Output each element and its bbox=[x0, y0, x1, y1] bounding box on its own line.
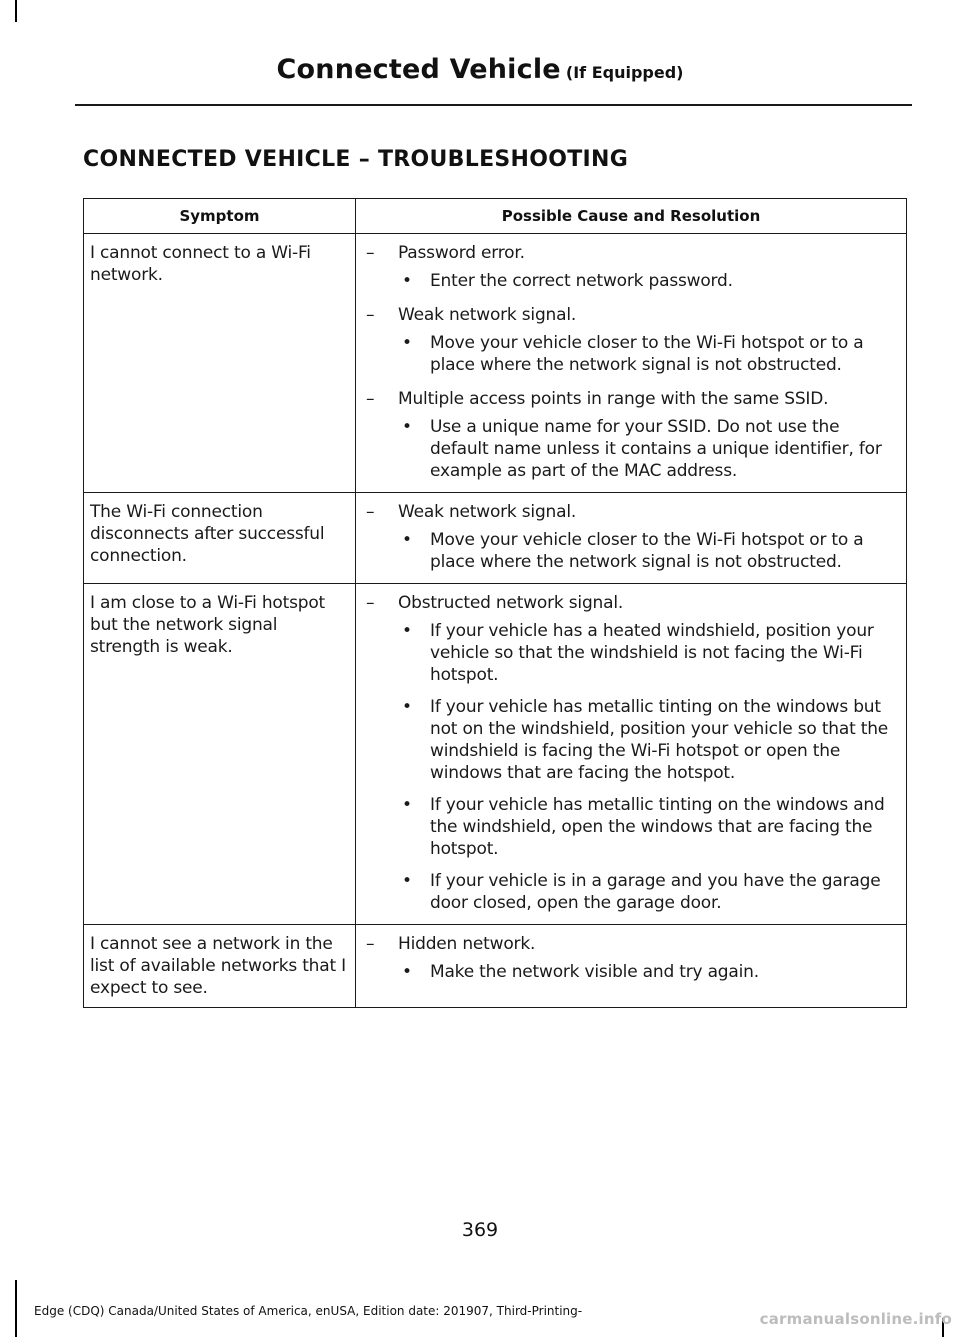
table-row bbox=[84, 493, 907, 584]
header-rule bbox=[75, 104, 912, 106]
action-item bbox=[366, 870, 902, 914]
action-text: If your vehicle is in a garage and you have the garage door closed, open the garage door. bbox=[430, 871, 881, 913]
action-text: If your vehicle has a heated windshield, position your vehicle so that the windshield is not facing the Wi-Fi hotspot. bbox=[430, 621, 874, 685]
bullet-marker: • bbox=[402, 871, 412, 891]
dash-marker: – bbox=[366, 593, 375, 613]
section-heading: CONNECTED VEHICLE – TROUBLESHOOTING bbox=[83, 147, 629, 172]
chapter-qualifier: (If Equipped) bbox=[565, 63, 684, 82]
action-item bbox=[366, 696, 902, 784]
chapter-title: Connected Vehicle bbox=[276, 54, 561, 85]
cause-cell bbox=[356, 493, 907, 584]
cause-cell bbox=[356, 925, 907, 1008]
table-row bbox=[84, 925, 907, 1008]
cause-item bbox=[366, 388, 902, 410]
cause-block bbox=[366, 501, 902, 573]
crop-mark-top-left bbox=[15, 0, 17, 22]
cause-block bbox=[366, 242, 902, 292]
cause-text: Weak network signal. bbox=[398, 305, 577, 325]
cause-text: Password error. bbox=[398, 243, 525, 263]
cause-block bbox=[366, 933, 902, 983]
action-item bbox=[366, 270, 902, 292]
action-item bbox=[366, 416, 902, 482]
action-item bbox=[366, 794, 902, 860]
bullet-marker: • bbox=[402, 795, 412, 815]
action-item bbox=[366, 620, 902, 686]
dash-marker: – bbox=[366, 305, 375, 325]
action-text: Make the network visible and try again. bbox=[430, 962, 759, 982]
cause-item bbox=[366, 501, 902, 523]
cause-text: Obstructed network signal. bbox=[398, 593, 624, 613]
bullet-marker: • bbox=[402, 530, 412, 550]
cause-column-header: Possible Cause and Resolution bbox=[356, 199, 907, 234]
page-number: 369 bbox=[461, 1219, 499, 1241]
table-row bbox=[84, 584, 907, 925]
action-item bbox=[366, 961, 902, 983]
dash-marker: – bbox=[366, 243, 375, 263]
action-text: Move your vehicle closer to the Wi-Fi hotspot or to a place where the network signal is not obstructed. bbox=[430, 530, 864, 572]
table-header-row bbox=[84, 199, 907, 234]
bullet-marker: • bbox=[402, 621, 412, 641]
action-text: Enter the correct network password. bbox=[430, 271, 733, 291]
cause-item bbox=[366, 304, 902, 326]
cause-text: Hidden network. bbox=[398, 934, 536, 954]
dash-marker: – bbox=[366, 934, 375, 954]
action-text: If your vehicle has metallic tinting on the windows and the windshield, open the windows that are facing the hotspot. bbox=[430, 795, 885, 859]
action-text: Move your vehicle closer to the Wi-Fi hotspot or to a place where the network signal is not obstructed. bbox=[430, 333, 864, 375]
symptom-column-header: Symptom bbox=[84, 199, 356, 234]
action-text: If your vehicle has metallic tinting on the windows but not on the windshield, position your vehicle so that the windshield is facing the Wi-Fi hotspot or open the windows that are facing the hotspot. bbox=[430, 697, 889, 783]
bullet-marker: • bbox=[402, 271, 412, 291]
edition-line: Edge (CDQ) Canada/United States of America, enUSA, Edition date: 201907, Third-Printing- bbox=[34, 1304, 583, 1318]
bullet-marker: • bbox=[402, 333, 412, 353]
cause-block bbox=[366, 304, 902, 376]
cause-block bbox=[366, 592, 902, 914]
cause-cell bbox=[356, 234, 907, 493]
action-text: Use a unique name for your SSID. Do not use the default name unless it contains a unique identifier, for example as part of the MAC address. bbox=[430, 417, 882, 481]
troubleshooting-table bbox=[83, 198, 907, 1008]
action-item bbox=[366, 529, 902, 573]
dash-marker: – bbox=[366, 389, 375, 409]
dash-marker: – bbox=[366, 502, 375, 522]
watermark: carmanualsonline.info bbox=[759, 1310, 952, 1328]
cause-item bbox=[366, 933, 902, 955]
table-row bbox=[84, 234, 907, 493]
crop-mark-bottom-left bbox=[15, 1280, 17, 1337]
bullet-marker: • bbox=[402, 962, 412, 982]
cause-item bbox=[366, 242, 902, 264]
cause-block bbox=[366, 388, 902, 482]
running-header bbox=[0, 54, 960, 85]
cause-item bbox=[366, 592, 902, 614]
symptom-cell: I cannot see a network in the list of available networks that I expect to see. bbox=[84, 925, 356, 1008]
cause-text: Multiple access points in range with the same SSID. bbox=[398, 389, 829, 409]
symptom-cell: The Wi-Fi connection disconnects after successful connection. bbox=[84, 493, 356, 584]
symptom-cell: I cannot connect to a Wi-Fi network. bbox=[84, 234, 356, 493]
symptom-cell: I am close to a Wi-Fi hotspot but the network signal strength is weak. bbox=[84, 584, 356, 925]
cause-cell bbox=[356, 584, 907, 925]
bullet-marker: • bbox=[402, 697, 412, 717]
action-item bbox=[366, 332, 902, 376]
cause-text: Weak network signal. bbox=[398, 502, 577, 522]
bullet-marker: • bbox=[402, 417, 412, 437]
